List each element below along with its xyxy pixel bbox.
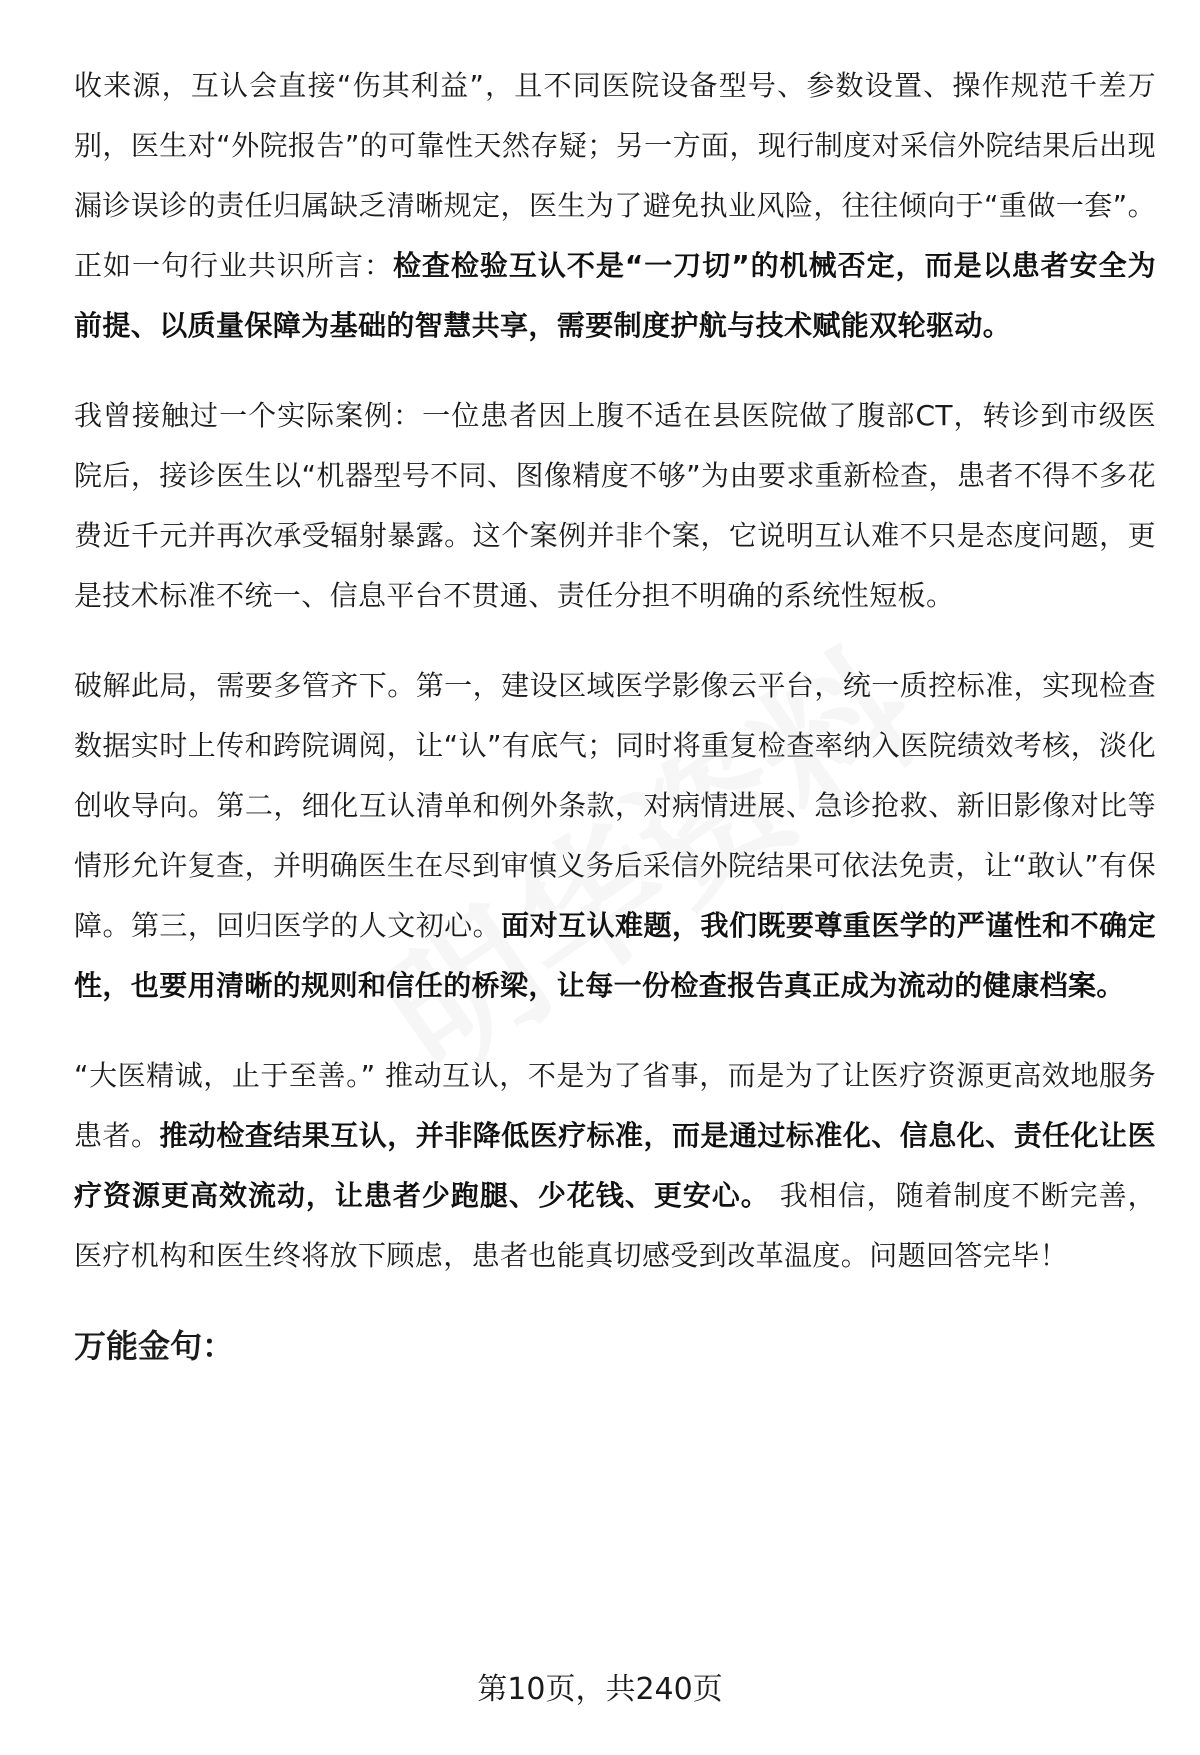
document-body: [74, 56, 1156, 1376]
paragraph-text: 我相信，随着制度不断完善，医疗机构和医生终将放下顾虑，患者也能真切感受到改革温度。问题回答完毕！: [74, 1179, 1156, 1272]
paragraph-emphasis: 检查检验互认不是“一刀切”的机械否定，而是以患者安全为前提、以质量保障为基础的智慧共享，需要制度护航与技术赋能双轮驱动。: [74, 249, 1156, 342]
paragraph-1: [74, 56, 1156, 356]
paragraph-emphasis: 面对互认难题，我们既要尊重医学的严谨性和不确定性，也要用清晰的规则和信任的桥梁，让每一份检查报告真正成为流动的健康档案。: [74, 909, 1156, 1002]
paragraph-text: 破解此局，需要多管齐下。第一，建设区域医学影像云平台，统一质控标准，实现检查数据实时上传和跨院调阅，让“认”有底气；同时将重复检查率纳入医院绩效考核，淡化创收导向。第二，细化互认清单和例外条款，对病情进展、急诊抢救、新旧影像对比等情形允许复查，并明确医生在尽到审慎义务后采信外院结果可依法免责，让“敢认”有保障。第三，回归医学的人文初心。: [74, 669, 1156, 942]
paragraph-text: 收来源，互认会直接“伤其利益”，且不同医院设备型号、参数设置、操作规范千差万别，医生对“外院报告”的可靠性天然存疑；另一方面，现行制度对采信外院结果后出现漏诊误诊的责任归属缺乏清晰规定，医生为了避免执业风险，往往倾向于“重做一套”。正如一句行业共识所言：: [74, 69, 1156, 282]
page-number: 第10页，共240页: [477, 1672, 723, 1707]
paragraph-text: 我曾接触过一个实际案例：一位患者因上腹不适在县医院做了腹部CT，转诊到市级医院后，接诊医生以“机器型号不同、图像精度不够”为由要求重新检查，患者不得不多花费近千元并再次承受辐射暴露。这个案例并非个案，它说明互认难不只是态度问题，更是技术标准不统一、信息平台不贯通、责任分担不明确的系统性短板。: [74, 399, 1156, 612]
paragraph-3: [74, 656, 1156, 1016]
section-heading: 万能金句：: [74, 1327, 235, 1365]
paragraph-4: [74, 1046, 1156, 1286]
paragraph-emphasis: 推动检查结果互认，并非降低医疗标准，而是通过标准化、信息化、责任化让医疗资源更高效流动，让患者少跑腿、少花钱、更安心。: [74, 1119, 1156, 1212]
paragraph-text: “大医精诚，止于至善。” 推动互认，不是为了省事，而是为了让医疗资源更高效地服务患者。: [74, 1059, 1156, 1152]
paragraph-2: [74, 386, 1156, 626]
